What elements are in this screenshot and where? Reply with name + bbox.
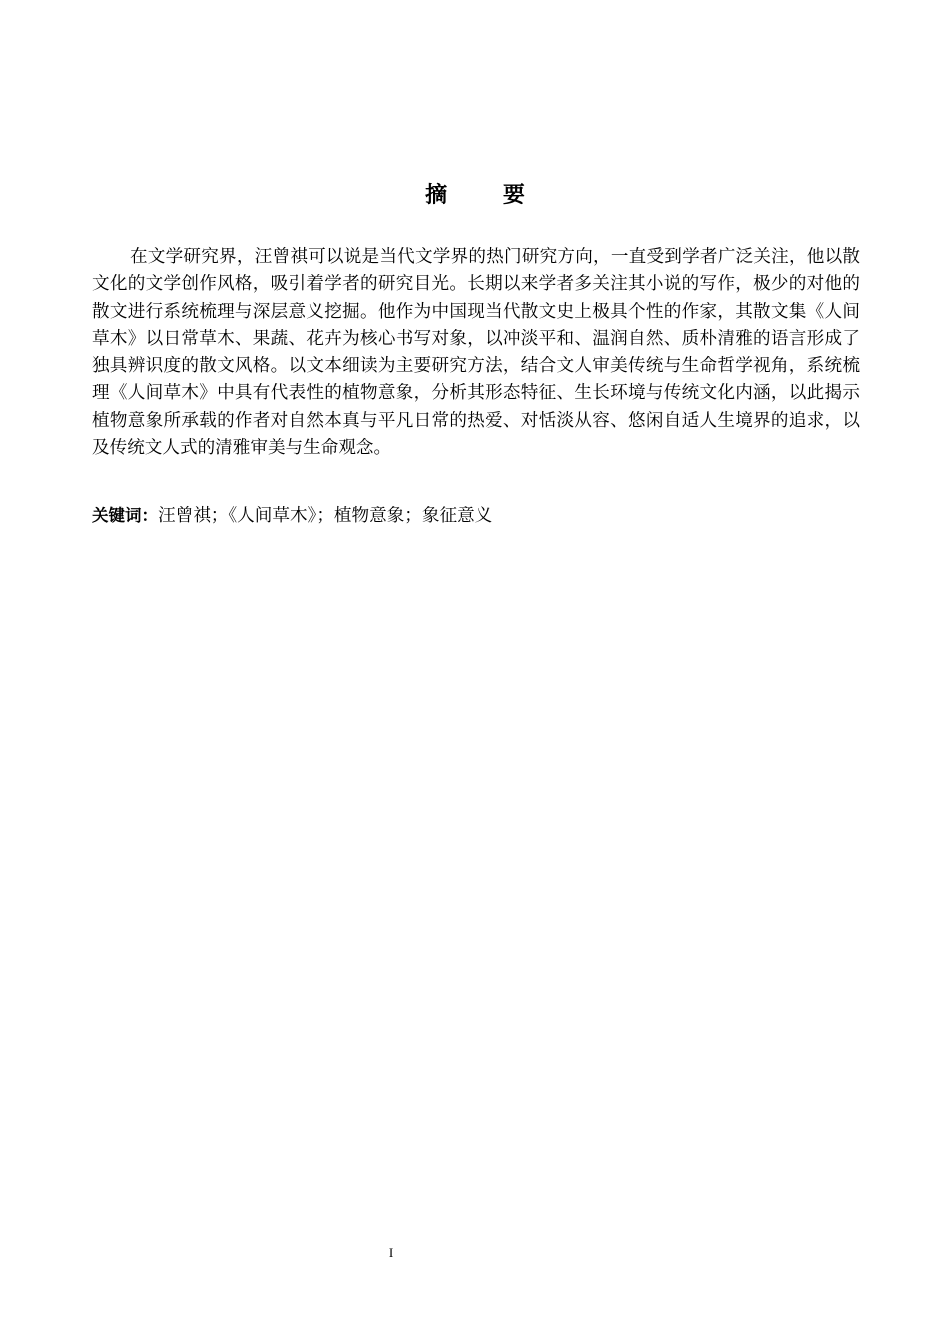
page-number: I xyxy=(388,1245,394,1260)
abstract-body: 在文学研究界，汪曾祺可以说是当代文学界的热门研究方向，一直受到学者广泛关注，他以散文化的文学创作风格，吸引着学者的研究目光。长期以来学者多关注其小说的写作，极少的对他的散文进行系统梳理与深层意义挖掘。他作为中国现当代散文史上极具个性的作家，其散文集《人间草木》以日常草木、果蔬、花卉为核心书写对象，以冲淡平和、温润自然、质朴清雅的语言形成了独具辨识度的散文风格。以文本细读为主要研究方法，结合文人审美传统与生命哲学视角，系统梳理《人间草木》中具有代表性的植物意象，分析其形态特征、生长环境与传统文化内涵，以此揭示植物意象所承载的作者对自然本真与平凡日常的热爱、对恬淡从容、悠闲自适人生境界的追求，以及传统文人式的清雅审美与生命观念。 xyxy=(92,247,860,459)
keywords-text: 汪曾祺；《人间草木》；植物意象；象征意义 xyxy=(158,506,493,526)
keywords-line xyxy=(92,502,860,530)
keywords-label: 关键词： xyxy=(92,506,158,525)
abstract-title: 摘 要 xyxy=(425,183,549,208)
